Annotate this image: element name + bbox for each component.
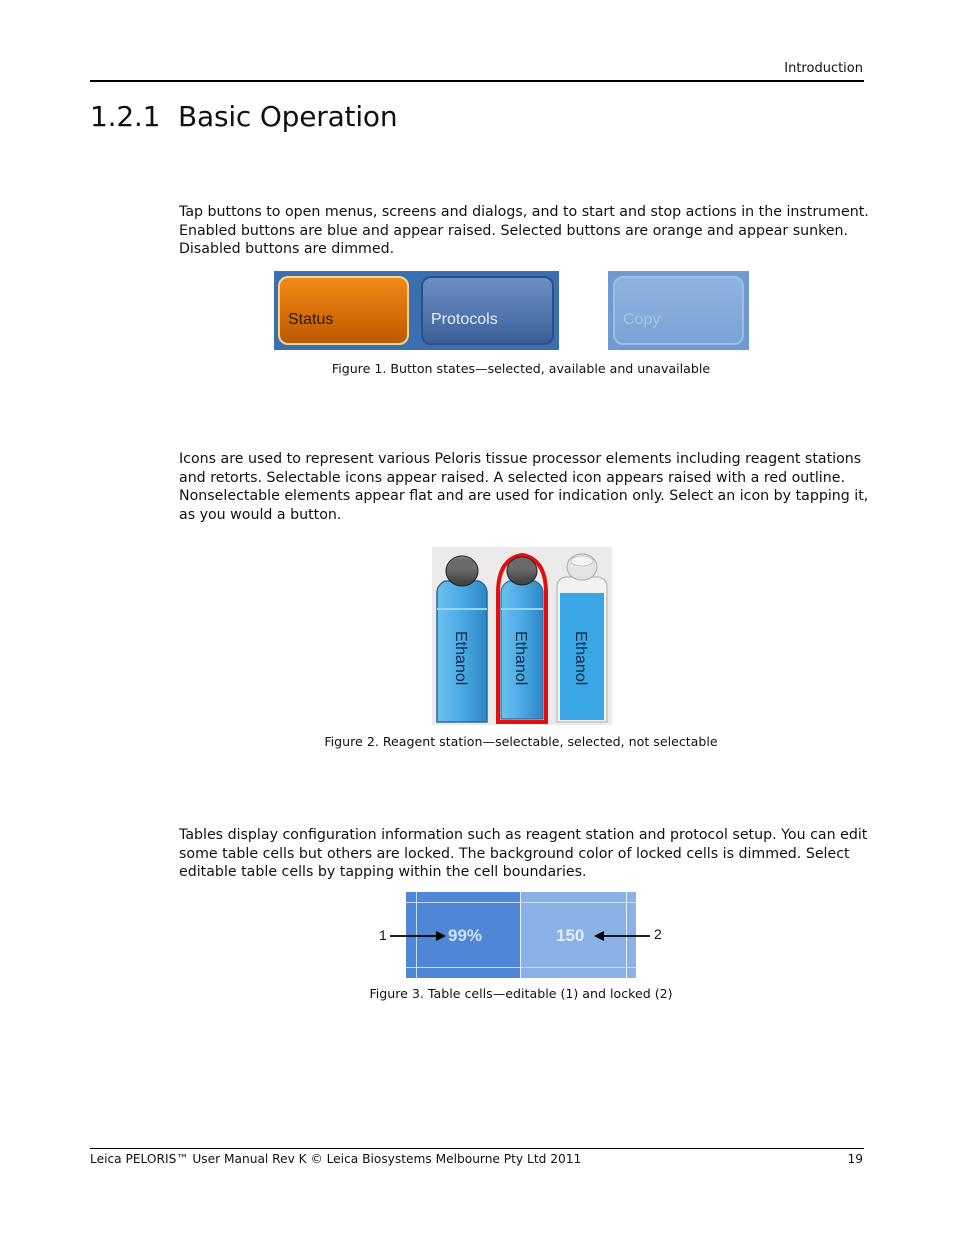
callout-arrows (376, 922, 676, 952)
section-heading (90, 100, 397, 133)
bottle-3-label: Ethanol (572, 631, 589, 686)
status-button-label: Status (288, 311, 334, 328)
copy-button-label: Copy (623, 311, 661, 328)
tables-paragraph: Tables display configuration information such as reagent station and protocol setup. You can edit some table cells but others are locked. The background color of locked cells is dimmed. Select editable table cells by tapping within the cell boundaries. (179, 827, 868, 880)
grid-line (406, 967, 636, 968)
callout-2: 2 (654, 926, 662, 942)
grid-line (406, 902, 636, 903)
protocols-button[interactable] (421, 276, 554, 345)
section-number: 1.2.1 (90, 100, 161, 133)
callout-1: 1 (379, 927, 387, 943)
bottle-selectable-icon[interactable] (437, 556, 487, 722)
figure-1-button-strip (274, 271, 559, 350)
icons-paragraph: Icons are used to represent various Peloris tissue processor elements including reagent stations and retorts. Selectable icons appear raised. A selected icon appears raised with a red outline. Nonselectable elements appear flat and are used for indication only. Select an icon by tapping it, as you would a button. (179, 451, 869, 523)
header-rule (90, 80, 864, 82)
protocols-button-label: Protocols (431, 311, 498, 328)
bottle-2-label: Ethanol (512, 631, 529, 686)
buttons-paragraph: Tap buttons to open menus, screens and dialogs, and to start and stop actions in the instrument. Enabled buttons are blue and appear raised. Selected buttons are orange and appear sunken. Disabled buttons are dimmed. (179, 204, 869, 257)
running-header: Introduction (784, 61, 863, 76)
copy-button (613, 276, 744, 345)
page-number: 19 (847, 1152, 863, 1166)
footer-copyright: Leica PELORIS™ User Manual Rev K © Leica Biosystems Melbourne Pty Ltd 2011 (90, 1152, 582, 1166)
reagent-station-figure (432, 547, 612, 725)
figure-3-caption: Figure 3. Table cells—editable (1) and locked (2) (369, 986, 673, 1001)
locked-cell-value: 150 (556, 926, 585, 945)
bottle-1-label: Ethanol (452, 631, 469, 686)
bottle-unselectable-icon (557, 554, 607, 722)
figure-2-caption: Figure 2. Reagent station—selectable, selected, not selectable (324, 734, 718, 749)
editable-cell-value: 99% (448, 926, 483, 945)
footer-rule (90, 1148, 864, 1149)
figure-1-caption: Figure 1. Button states—selected, available and unavailable (331, 361, 711, 376)
status-button[interactable] (278, 276, 409, 345)
section-title: Basic Operation (178, 100, 398, 133)
figure-1-disabled-strip (608, 271, 749, 350)
